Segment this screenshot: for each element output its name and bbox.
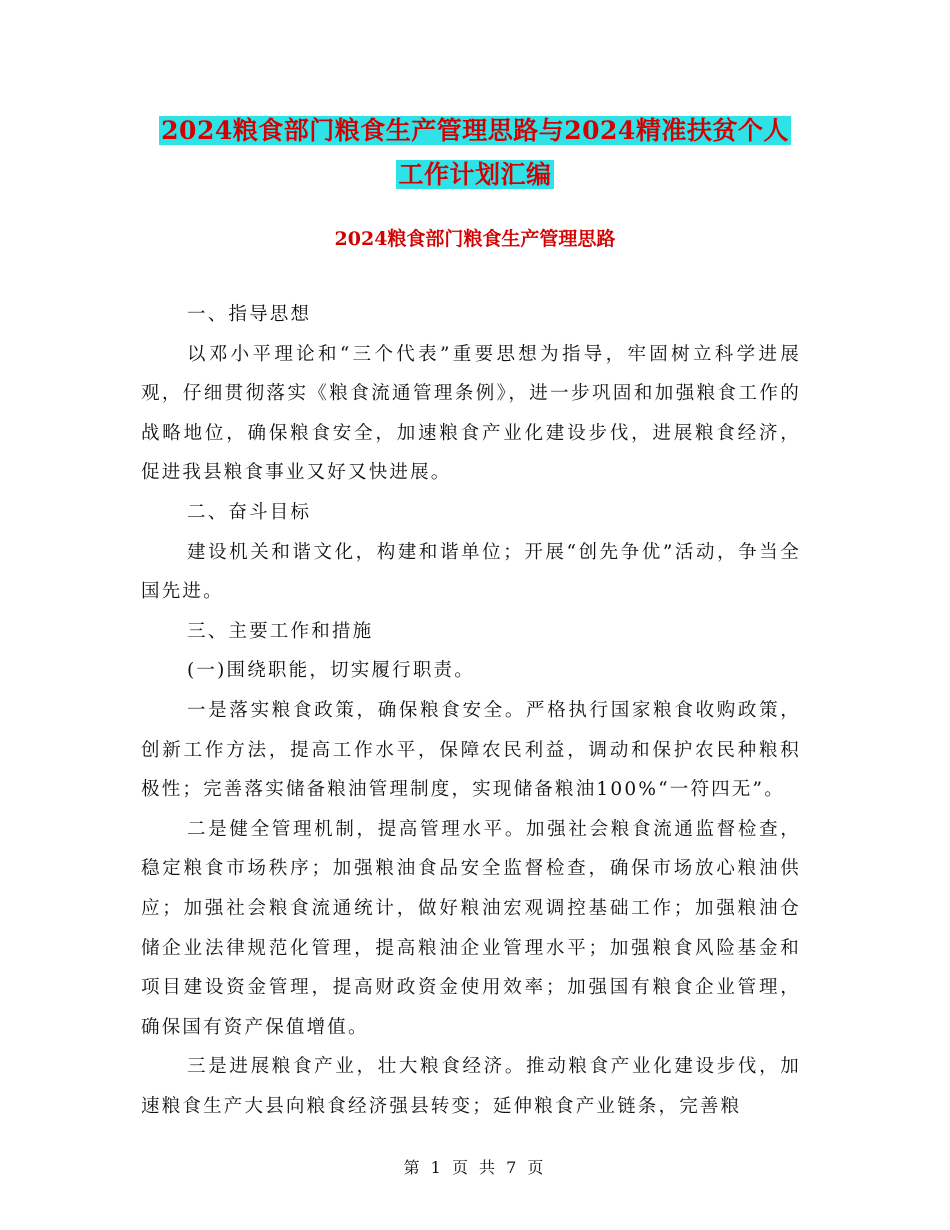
title-highlight-1: 2024粮食部门粮食生产管理思路与2024精准扶贫个人 — [161, 116, 789, 145]
paragraph-management: 二是健全管理机制，提高管理水平。加强社会粮食流通监督检查，稳定粮食市场秩序；加强粮油食品安全监督检查，确保市场放心粮油供应；加强社会粮食流通统计，做好粮油宏观调控基础工作；加强粮油仓储企业法律规范化管理，提高粮油企业管理水平；加强粮食风险基金和项目建设资金管理，提高财政资金使用效率；加强国有粮食企业管理，确保国有资产保值增值。 — [141, 818, 801, 1038]
heading-goals: 二、奋斗目标 — [187, 501, 312, 523]
title-highlight-2: 工作计划汇编 — [398, 160, 552, 189]
subheading-duties: (一)围绕职能，切实履行职责。 — [187, 660, 475, 682]
paragraph-guiding-ideology: 以邓小平理论和“三个代表”重要思想为指导，牢固树立科学进展观，仔细贯彻落实《粮食流通管理条例》，进一步巩固和加强粮食工作的战略地位，确保粮食安全，加速粮食产业化建设步伐，进展粮食经济，促进我县粮食事业又好又快进展。 — [141, 343, 801, 484]
document-title-line-2 — [0, 158, 950, 192]
page-number-footer: 第 1 页 共 7 页 — [403, 1158, 547, 1177]
section-subtitle: 2024粮食部门粮食生产管理思路 — [334, 228, 616, 250]
paragraph-industry: 三是进展粮食产业，壮大粮食经济。推动粮食产业化建设步伐，加速粮食生产大县向粮食经济强县转变；延伸粮食产业链条，完善粮 — [141, 1056, 801, 1117]
document-title-line-1 — [0, 114, 950, 148]
document-body — [141, 295, 801, 1126]
paragraph-policy: 一是落实粮食政策，确保粮食安全。严格执行国家粮食收购政策，创新工作方法，提高工作水平，保障农民利益，调动和保护农民种粮积极性；完善落实储备粮油管理制度，实现储备粮油100%“一符四无”。 — [141, 699, 801, 801]
heading-main-work: 三、主要工作和措施 — [187, 620, 374, 642]
paragraph-goals: 建设机关和谐文化，构建和谐单位；开展“创先争优”活动，争当全国先进。 — [141, 541, 801, 603]
heading-guiding-ideology: 一、指导思想 — [187, 304, 312, 325]
